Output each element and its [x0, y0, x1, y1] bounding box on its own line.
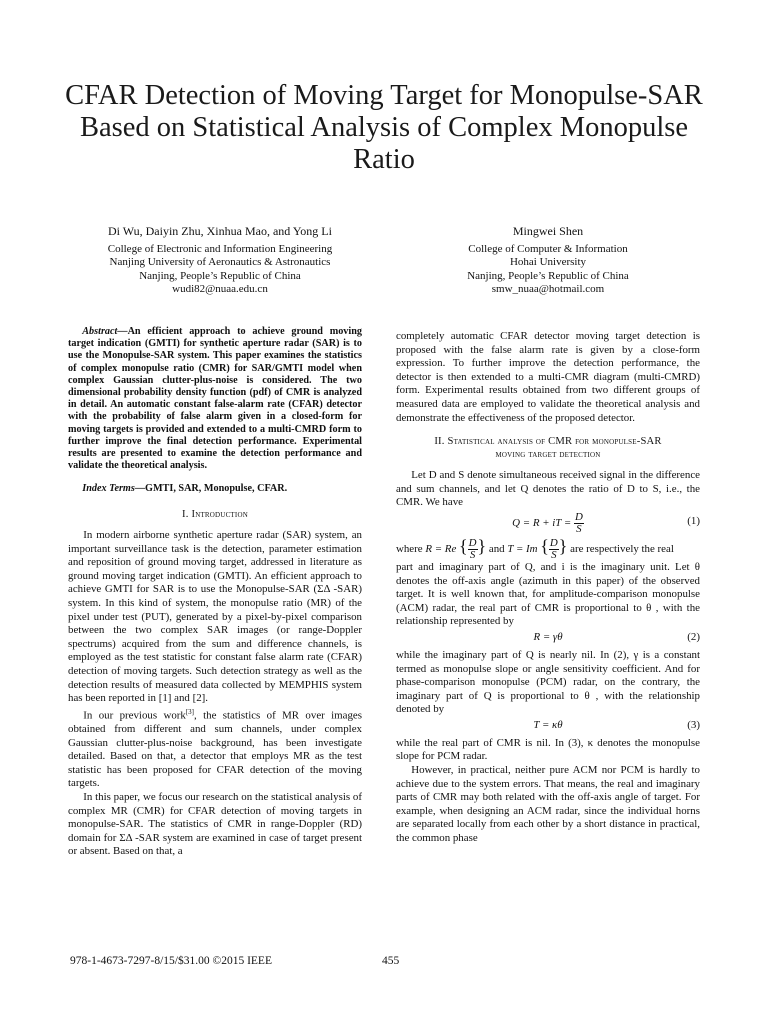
- affiliation-line: College of Computer & Information: [468, 242, 628, 255]
- affiliation-line: Nanjing, People’s Republic of China: [467, 269, 629, 282]
- author-block-right: [398, 225, 698, 297]
- affiliation-line: College of Electronic and Information Engineering: [107, 242, 333, 255]
- brace-open: {: [459, 535, 468, 556]
- where-t: T = Im: [507, 542, 538, 555]
- abstract: [68, 326, 362, 472]
- equation-expression: T = κθ: [533, 718, 563, 731]
- paragraph-text: In our previous work: [83, 709, 186, 722]
- denominator: S: [469, 548, 476, 561]
- author-block-left: [70, 225, 370, 297]
- author-names: Mingwei Shen: [512, 224, 584, 238]
- footer-copyright: 978-1-4673-7297-8/15/$31.00 ©2015 IEEE: [70, 955, 272, 967]
- denominator: S: [576, 522, 582, 535]
- where-r: R = Re: [425, 542, 457, 555]
- author-names: Di Wu, Daiyin Zhu, Xinhua Mao, and Yong Li: [108, 224, 332, 238]
- equation-lhs: Q = R + iT =: [512, 516, 572, 529]
- fraction: [549, 538, 559, 561]
- section-heading-line: moving target detection: [495, 449, 601, 461]
- brace-close: }: [558, 535, 568, 556]
- author-email: wudi82@nuaa.edu.cn: [172, 283, 268, 295]
- equation-expression: R = γθ: [533, 630, 563, 643]
- equation-number: (3): [687, 718, 700, 731]
- where-text: and: [488, 542, 505, 555]
- abstract-lead: Abstract—: [82, 326, 128, 337]
- where-line: [396, 535, 700, 561]
- section-heading-line: II. Statistical analysis of CMR for monopulse-SAR: [434, 436, 662, 448]
- affiliation-line: Nanjing, People’s Republic of China: [139, 269, 301, 282]
- paragraph: completely automatic CFAR detector moving target detection is proposed with the false alarm rate is given by a close-form expression. To further improve the detection performance, the detector is then extended to a multi-CMR diagram (multi-CMRD) form. Experimental results obtained from two different groups of measured data are employed to validate the theoretical analysis and demonstrate the effectiveness of the proposed detector.: [396, 330, 700, 424]
- paragraph: In this paper, we focus our research on the statistical analysis of complex MR (CMR) for CFAR detection of moving targets in monopulse-SAR. The statistics of CMR in range-Doppler (RD) domain for ΣΔ -SAR system are examined in case of target present or absent. Based on that, a: [68, 790, 362, 858]
- paragraph: Let D and S denote simultaneous received signal in the difference and sum channels, and let Q denotes the ratio of D to S, i.e., the CMR. We have: [396, 469, 700, 509]
- fraction: [468, 538, 478, 561]
- equation-2: [396, 631, 700, 647]
- section-heading: I. Introduction: [182, 509, 248, 521]
- paragraph: However, in practical, neither pure ACM nor PCM is hardly to achieve due to the system errors. That means, the real and imaginary parts of CMR may both related with the off-axis angle of target. For example, when designing an ACM radar, since the individual horns are separated locally from each other by a short distance in practical, the common phase: [396, 764, 700, 845]
- affiliation-line: Nanjing University of Aeronautics & Astronautics: [109, 256, 331, 268]
- paragraph: while the imaginary part of Q is nearly nil. In (2), γ is a constant termed as monopulse slope or angle sensitivity coefficient. And for phase-comparison monopulse (PCM) radar, on the contrary, the imaginary part of Q is proportional to θ , with the relationship denoted by: [396, 648, 700, 716]
- paragraph: In modern airborne synthetic aperture radar (SAR) system, an important surveillance task is the detection, parameter estimation and reposition of ground moving target, addressed in literature as ground moving target indication (GMTI). An efficient approach to achieve GMTI for SAR is to use the Monopulse-SAR (ΣΔ -SAR) system. In this kind of system, the monopulse ratio (MR) of the pixel under test (PUT), generated by a pixel-by-pixel comparison between the two complex SAR images (or range-Doppler spectrums) acquired from the sum and difference channels, is employed as the test statistic for constant false alarm rate (CFAR) detection of moving targets. Such detection strategy as well as the detection results of measured data collected by MEMPHIS system has been reported in [1] and [2].: [68, 529, 362, 705]
- equation-number: (2): [687, 630, 700, 643]
- paragraph-text: , the statistics of MR over images obtained from different and sum channels, under complex Gaussian clutter-plus-noise background, has been investigate detailed. Based on that, a detector that employs MR as the test statistic has been proposed for CFAR detection of the moving targets.: [68, 709, 362, 790]
- equation-expression: [396, 512, 700, 535]
- page-number: 455: [382, 955, 400, 967]
- index-terms-lead: Index Terms—: [82, 483, 146, 495]
- numerator: D: [574, 510, 583, 523]
- numerator: D: [549, 536, 558, 549]
- section-heading: [396, 435, 700, 461]
- where-text: where: [396, 542, 423, 555]
- equation-number: (1): [687, 514, 700, 527]
- numerator: D: [468, 536, 477, 549]
- left-column: [68, 326, 362, 859]
- author-email: smw_nuaa@hotmail.com: [491, 283, 605, 295]
- right-column: [396, 330, 700, 846]
- denominator: S: [551, 548, 557, 561]
- brace-close: }: [477, 535, 487, 556]
- fraction: [574, 512, 584, 535]
- paragraph: part and imaginary part of Q, and i is the imaginary unit. Let θ denotes the off-axis angle (azimuth in this paper) of the observed target. It is well known that, for amplitude-comparison monopulse (ACM) radar, the real part of CMR is proportional to θ , with the relationship represented by: [396, 560, 700, 628]
- equation-1: [396, 512, 700, 534]
- paragraph: [68, 706, 362, 791]
- brace-open: {: [540, 535, 549, 556]
- abstract-text: An efficient approach to achieve ground moving target indication (GMTI) for synthetic aperture radar (SAR) is to use the Monopulse-SAR system. This paper examines the statistics of complex monopulse ratio (CMR) for SAR/GMTI model when complex Gaussian clutter-plus-noise is considered. The two dimensional probability density function (pdf) of CMR is analyzed in detail. An automatic constant false-alarm rate (CFAR) detector with the probability of false alarm given in a closed-form for moving targets is provided and extended to a multi-CMRD form to further improve the final detection performance. Experimental results are presented to examine the detection performance and validate the theoretical analysis.: [68, 326, 362, 472]
- where-text: are respectively the real: [570, 542, 674, 555]
- paragraph: while the real part of CMR is nil. In (3), κ denotes the monopulse slope for PCM radar.: [396, 736, 700, 763]
- affiliation-line: Hohai University: [509, 256, 587, 268]
- paper-title: CFAR Detection of Moving Target for Monopulse-SAR Based on Statistical Analysis of Complex Monopulse Ratio: [65, 80, 703, 175]
- citation-ref[interactable]: [3]: [185, 707, 195, 716]
- equation-3: [396, 719, 700, 735]
- index-terms: [68, 482, 362, 496]
- index-terms-text: GMTI, SAR, Monopulse, CFAR.: [145, 483, 288, 495]
